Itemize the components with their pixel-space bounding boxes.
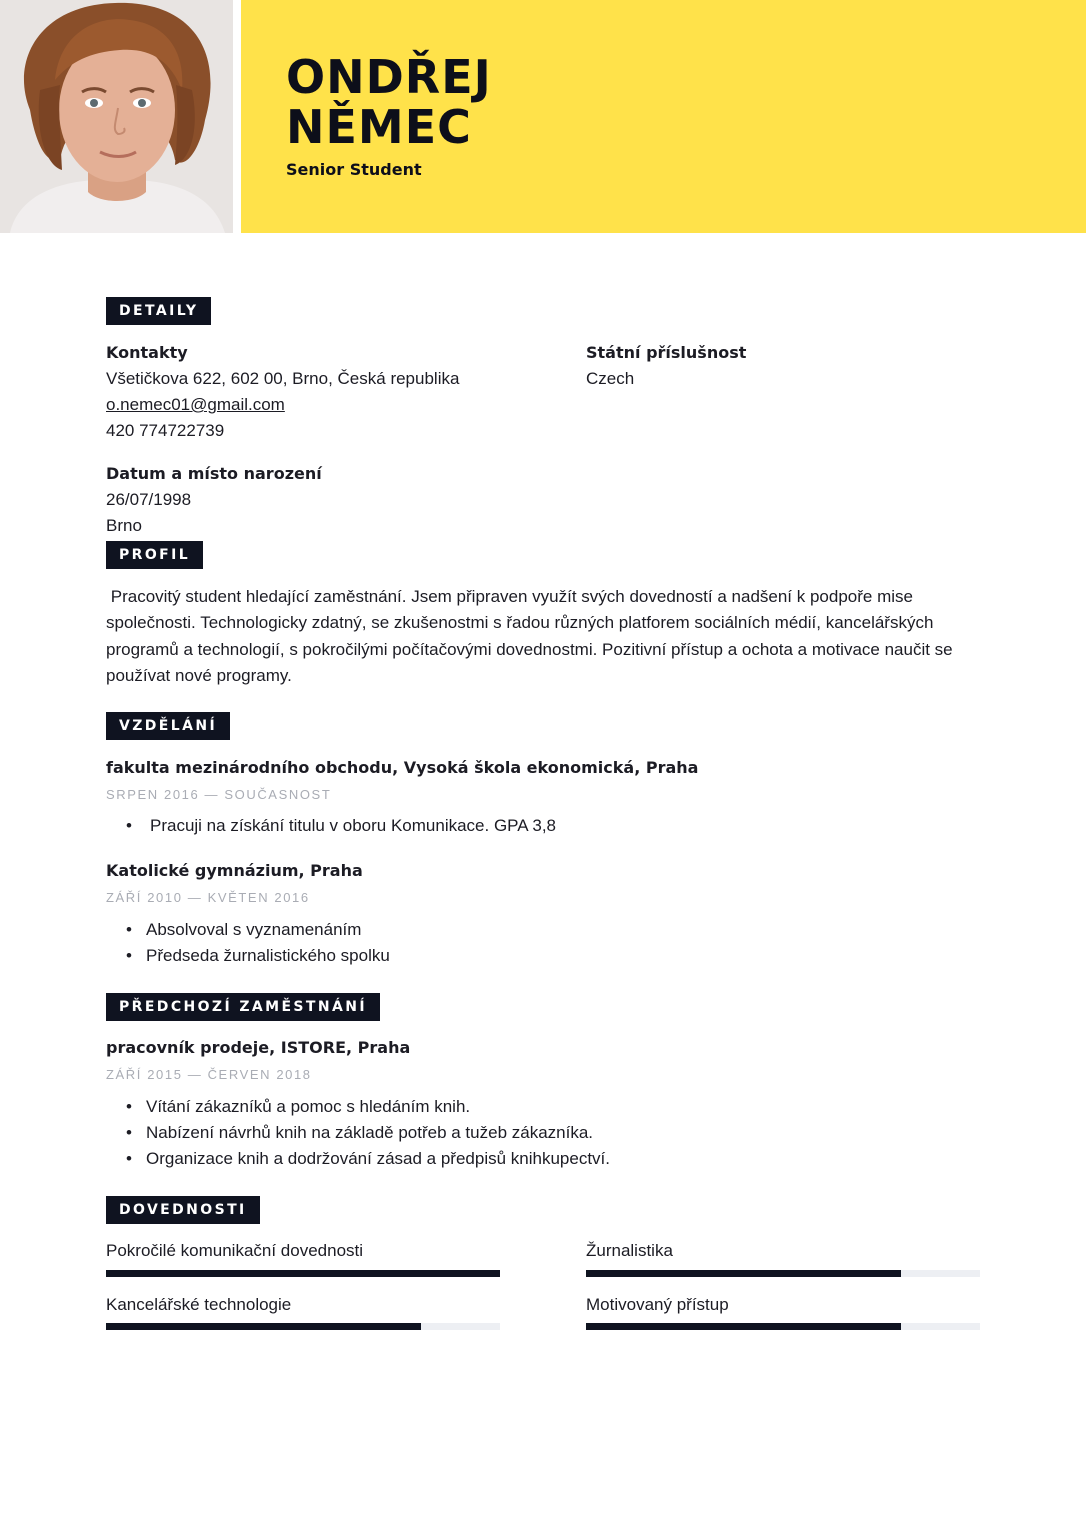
- list-item: [126, 1120, 593, 1146]
- list-item: [126, 1146, 610, 1172]
- skill-name: Pokročilé komunikační dovednosti: [106, 1241, 364, 1260]
- education-dates: ZÁŘÍ 2010 — KVĚTEN 2016: [106, 890, 310, 905]
- skill-bar-fill: [586, 1323, 901, 1330]
- skill-name: Žurnalistika: [586, 1241, 673, 1260]
- skill-name: Kancelářské technologie: [106, 1295, 292, 1314]
- section-label-skills: DOVEDNOSTI: [106, 1196, 260, 1224]
- nationality-heading: Státní příslušnost: [586, 343, 747, 362]
- education-title: fakulta mezinárodního obchodu, Vysoká škola ekonomická, Praha: [106, 758, 699, 777]
- birth-heading: Datum a místo narození: [106, 464, 322, 483]
- contacts-heading: Kontakty: [106, 343, 188, 362]
- list-item: [126, 1094, 470, 1120]
- profile-text: Pracovitý student hledající zaměstnání. Jsem připraven využít svých dovedností a nadšení k podpoře mise společnosti. Technologicky zdatný, se zkušenostmi s řadou různých platforem sociálních médií, kancelářských programů a technologií, s pokročilými počítačovými dovednostmi. Pozitivní přístup a ochota a motivace naučit se používat nové programy.: [106, 587, 958, 685]
- skill-bar-fill: [106, 1323, 421, 1330]
- skill-bar: [106, 1323, 500, 1330]
- skill-bar: [586, 1323, 980, 1330]
- phone-text: 420 774722739: [106, 421, 225, 440]
- list-item-text: Předseda žurnalistického spolku: [146, 946, 390, 965]
- list-item: [126, 813, 556, 839]
- education-dates: SRPEN 2016 — SOUČASNOST: [106, 787, 332, 802]
- list-item: [126, 917, 361, 943]
- job-entry-dates: ZÁŘÍ 2015 — ČERVEN 2018: [106, 1067, 312, 1082]
- nationality-value: Czech: [586, 369, 635, 388]
- birth-date: 26/07/1998: [106, 490, 192, 509]
- name-last: NĚMEC: [286, 100, 472, 154]
- skill-bar: [586, 1270, 980, 1277]
- bullet-icon: •: [126, 920, 132, 939]
- list-item-text: Pracuji na získání titulu v oboru Komunikace. GPA 3,8: [150, 816, 557, 835]
- name-first: ONDŘEJ: [286, 50, 492, 104]
- bullet-icon: •: [126, 1097, 132, 1116]
- profile-photo: [0, 0, 233, 233]
- skill-bar-fill: [106, 1270, 500, 1277]
- list-item-text: Nabízení návrhů knih na základě potřeb a tužeb zákazníka.: [146, 1123, 594, 1142]
- section-label-education: VZDĚLÁNÍ: [106, 712, 230, 740]
- job-title: Senior Student: [286, 160, 422, 179]
- section-label-details: DETAILY: [106, 297, 211, 325]
- portrait-image: [0, 0, 233, 233]
- skill-name: Motivovaný přístup: [586, 1295, 729, 1314]
- list-item-text: Organizace knih a dodržování zásad a předpisů knihkupectví.: [146, 1149, 610, 1168]
- job-entry-title: pracovník prodeje, ISTORE, Praha: [106, 1038, 411, 1057]
- skill-bar: [106, 1270, 500, 1277]
- section-label-profile: PROFIL: [106, 541, 203, 569]
- bullet-icon: •: [126, 946, 132, 965]
- address-text: Všetičkova 622, 602 00, Brno, Česká republika: [106, 369, 460, 388]
- list-item-text: Absolvoval s vyznamenáním: [146, 920, 362, 939]
- skill-bar-fill: [586, 1270, 901, 1277]
- bullet-icon: •: [126, 816, 132, 835]
- birth-place: Brno: [106, 516, 142, 535]
- list-item: [126, 943, 390, 969]
- bullet-icon: •: [126, 1149, 132, 1168]
- email-link[interactable]: o.nemec01@gmail.com: [106, 395, 285, 414]
- candidate-name: [286, 52, 492, 152]
- list-item-text: Vítání zákazníků a pomoc s hledáním knih.: [146, 1097, 471, 1116]
- bullet-icon: •: [126, 1123, 132, 1142]
- section-label-employment: PŘEDCHOZÍ ZAMĚSTNÁNÍ: [106, 993, 380, 1021]
- education-title: Katolické gymnázium, Praha: [106, 861, 363, 880]
